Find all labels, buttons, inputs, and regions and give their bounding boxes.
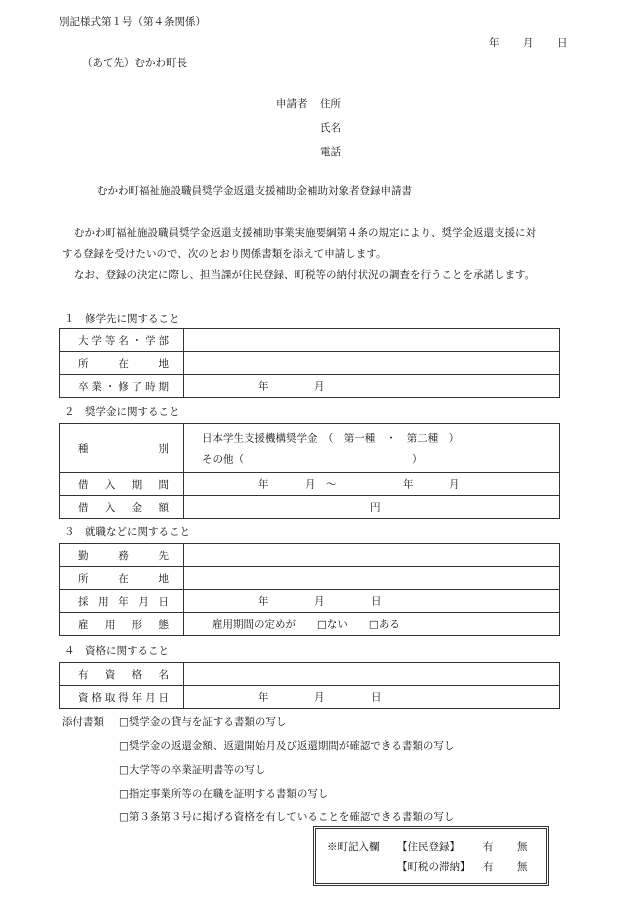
tax-delinquency-label: 【町税の滞納】 bbox=[397, 861, 471, 873]
table-row bbox=[60, 329, 560, 352]
attachment-item[interactable]: □指定事業所等の在職を証明する書類の写し bbox=[119, 788, 329, 800]
document-title: むかわ町福祉施設職員奨学金返還支援補助金補助対象者登録申請書 bbox=[97, 185, 412, 197]
loan-end-year: 年 bbox=[403, 478, 414, 491]
loan-start-year: 年 bbox=[258, 478, 269, 491]
loan-amount-label: 借入金額 bbox=[78, 501, 169, 514]
hire-month: 月 bbox=[314, 595, 325, 608]
date-day-label: 日 bbox=[557, 37, 568, 49]
loan-type-field[interactable] bbox=[184, 424, 560, 473]
section3-heading: ３ 就職などに関すること bbox=[64, 526, 190, 538]
qualification-field[interactable] bbox=[184, 663, 560, 686]
body-line-1: むかわ町福祉施設職員奨学金返還支援補助事業実施要綱第４条の規定により、奨学金返還支援に対 bbox=[74, 227, 536, 239]
section4-heading: ４ 資格に関すること bbox=[64, 645, 169, 657]
graduation-month-label: 月 bbox=[314, 380, 325, 393]
applicant-label: 申請者 bbox=[276, 98, 308, 110]
section3-table bbox=[59, 543, 560, 636]
attachments-label: 添付書類 bbox=[62, 716, 104, 728]
graduation-year-label: 年 bbox=[258, 380, 269, 393]
attachment-item[interactable]: □奨学金の返還金額、返還開始月及び返還期間が確認できる書類の写し bbox=[119, 740, 455, 752]
office-use-box bbox=[313, 826, 549, 886]
workplace-label: 勤務先 bbox=[78, 549, 169, 562]
table-row bbox=[60, 375, 560, 398]
section2-heading: ２ 奨学金に関すること bbox=[64, 406, 180, 418]
school-name-label: 大学等名・学部 bbox=[78, 334, 169, 347]
loan-period-field[interactable] bbox=[184, 473, 560, 496]
loan-start-month: 月 〜 bbox=[305, 478, 337, 491]
table-row bbox=[60, 686, 560, 709]
table-row bbox=[60, 473, 560, 496]
qualification-date-field[interactable] bbox=[184, 686, 560, 709]
body-line-3: なお、登録の決定に際し、担当課が住民登録、町税等の納付状況の調査を行うことを承諾します。 bbox=[74, 269, 536, 281]
tax-delinquency-no[interactable]: 無 bbox=[517, 861, 528, 873]
school-location-label: 所在地 bbox=[78, 357, 169, 370]
applicant-name-label: 氏名 bbox=[320, 122, 341, 134]
table-row bbox=[60, 590, 560, 613]
table-row bbox=[60, 613, 560, 636]
employment-type-field[interactable] bbox=[184, 613, 560, 636]
graduation-field[interactable] bbox=[184, 375, 560, 398]
addressee: （あて先）むかわ町長 bbox=[82, 57, 187, 69]
loan-end-month: 月 bbox=[449, 478, 460, 491]
qualification-month: 月 bbox=[314, 691, 325, 704]
body-line-2: する登録を受けたいので、次のとおり関係書類を添えて申請します。 bbox=[62, 248, 387, 260]
hire-date-label: 採用年月日 bbox=[78, 595, 169, 608]
loan-type-other: その他（ ） bbox=[202, 453, 423, 466]
loan-type-jasso: 日本学生支援機構奨学金 （ 第一種 ・ 第二種 ） bbox=[202, 432, 460, 445]
loan-type-label: 種別 bbox=[78, 442, 169, 455]
applicant-phone-label: 電話 bbox=[320, 146, 341, 158]
date-month-label: 月 bbox=[523, 37, 534, 49]
qualification-day: 日 bbox=[371, 691, 382, 704]
graduation-label: 卒業・修了時期 bbox=[78, 380, 169, 393]
table-row bbox=[60, 496, 560, 519]
workplace-location-field[interactable] bbox=[184, 567, 560, 590]
section1-heading: １ 修学先に関すること bbox=[64, 313, 180, 325]
resident-registration-label: 【住民登録】 bbox=[397, 841, 460, 853]
qualification-date-label: 資格取得年月日 bbox=[78, 691, 169, 704]
office-use-label: ※町記入欄 bbox=[327, 841, 380, 853]
loan-amount-field[interactable] bbox=[184, 496, 560, 519]
attachment-item[interactable]: □第３条第３号に掲げる資格を有していることを確認できる書類の写し bbox=[119, 811, 455, 823]
workplace-location-label: 所在地 bbox=[78, 572, 169, 585]
hire-day: 日 bbox=[371, 595, 382, 608]
section1-table bbox=[59, 328, 560, 398]
attachment-item[interactable]: □大学等の卒業証明書等の写し bbox=[119, 764, 266, 776]
section2-table bbox=[59, 423, 560, 519]
attachment-item[interactable]: □奨学金の貸与を証する書類の写し bbox=[119, 716, 287, 728]
table-row bbox=[60, 663, 560, 686]
employment-term-options: 雇用期間の定めが □ない □ある bbox=[212, 618, 400, 631]
school-name-field[interactable] bbox=[184, 329, 560, 352]
applicant-address-label: 住所 bbox=[320, 98, 341, 110]
resident-registration-no[interactable]: 無 bbox=[517, 841, 528, 853]
resident-registration-yes[interactable]: 有 bbox=[483, 841, 494, 853]
qualification-year: 年 bbox=[258, 691, 269, 704]
loan-period-label: 借入期間 bbox=[78, 478, 169, 491]
table-row bbox=[60, 567, 560, 590]
section4-table bbox=[59, 662, 560, 709]
hire-year: 年 bbox=[258, 595, 269, 608]
table-row bbox=[60, 424, 560, 473]
school-location-field[interactable] bbox=[184, 352, 560, 375]
date-year-label: 年 bbox=[489, 37, 500, 49]
form-number: 別記様式第１号（第４条関係） bbox=[59, 16, 206, 28]
table-row bbox=[60, 544, 560, 567]
hire-date-field[interactable] bbox=[184, 590, 560, 613]
workplace-field[interactable] bbox=[184, 544, 560, 567]
table-row bbox=[60, 352, 560, 375]
employment-type-label: 雇用形態 bbox=[78, 618, 169, 631]
tax-delinquency-yes[interactable]: 有 bbox=[483, 861, 494, 873]
qualification-label: 有資格名 bbox=[78, 668, 169, 681]
loan-amount-unit: 円 bbox=[370, 501, 381, 514]
